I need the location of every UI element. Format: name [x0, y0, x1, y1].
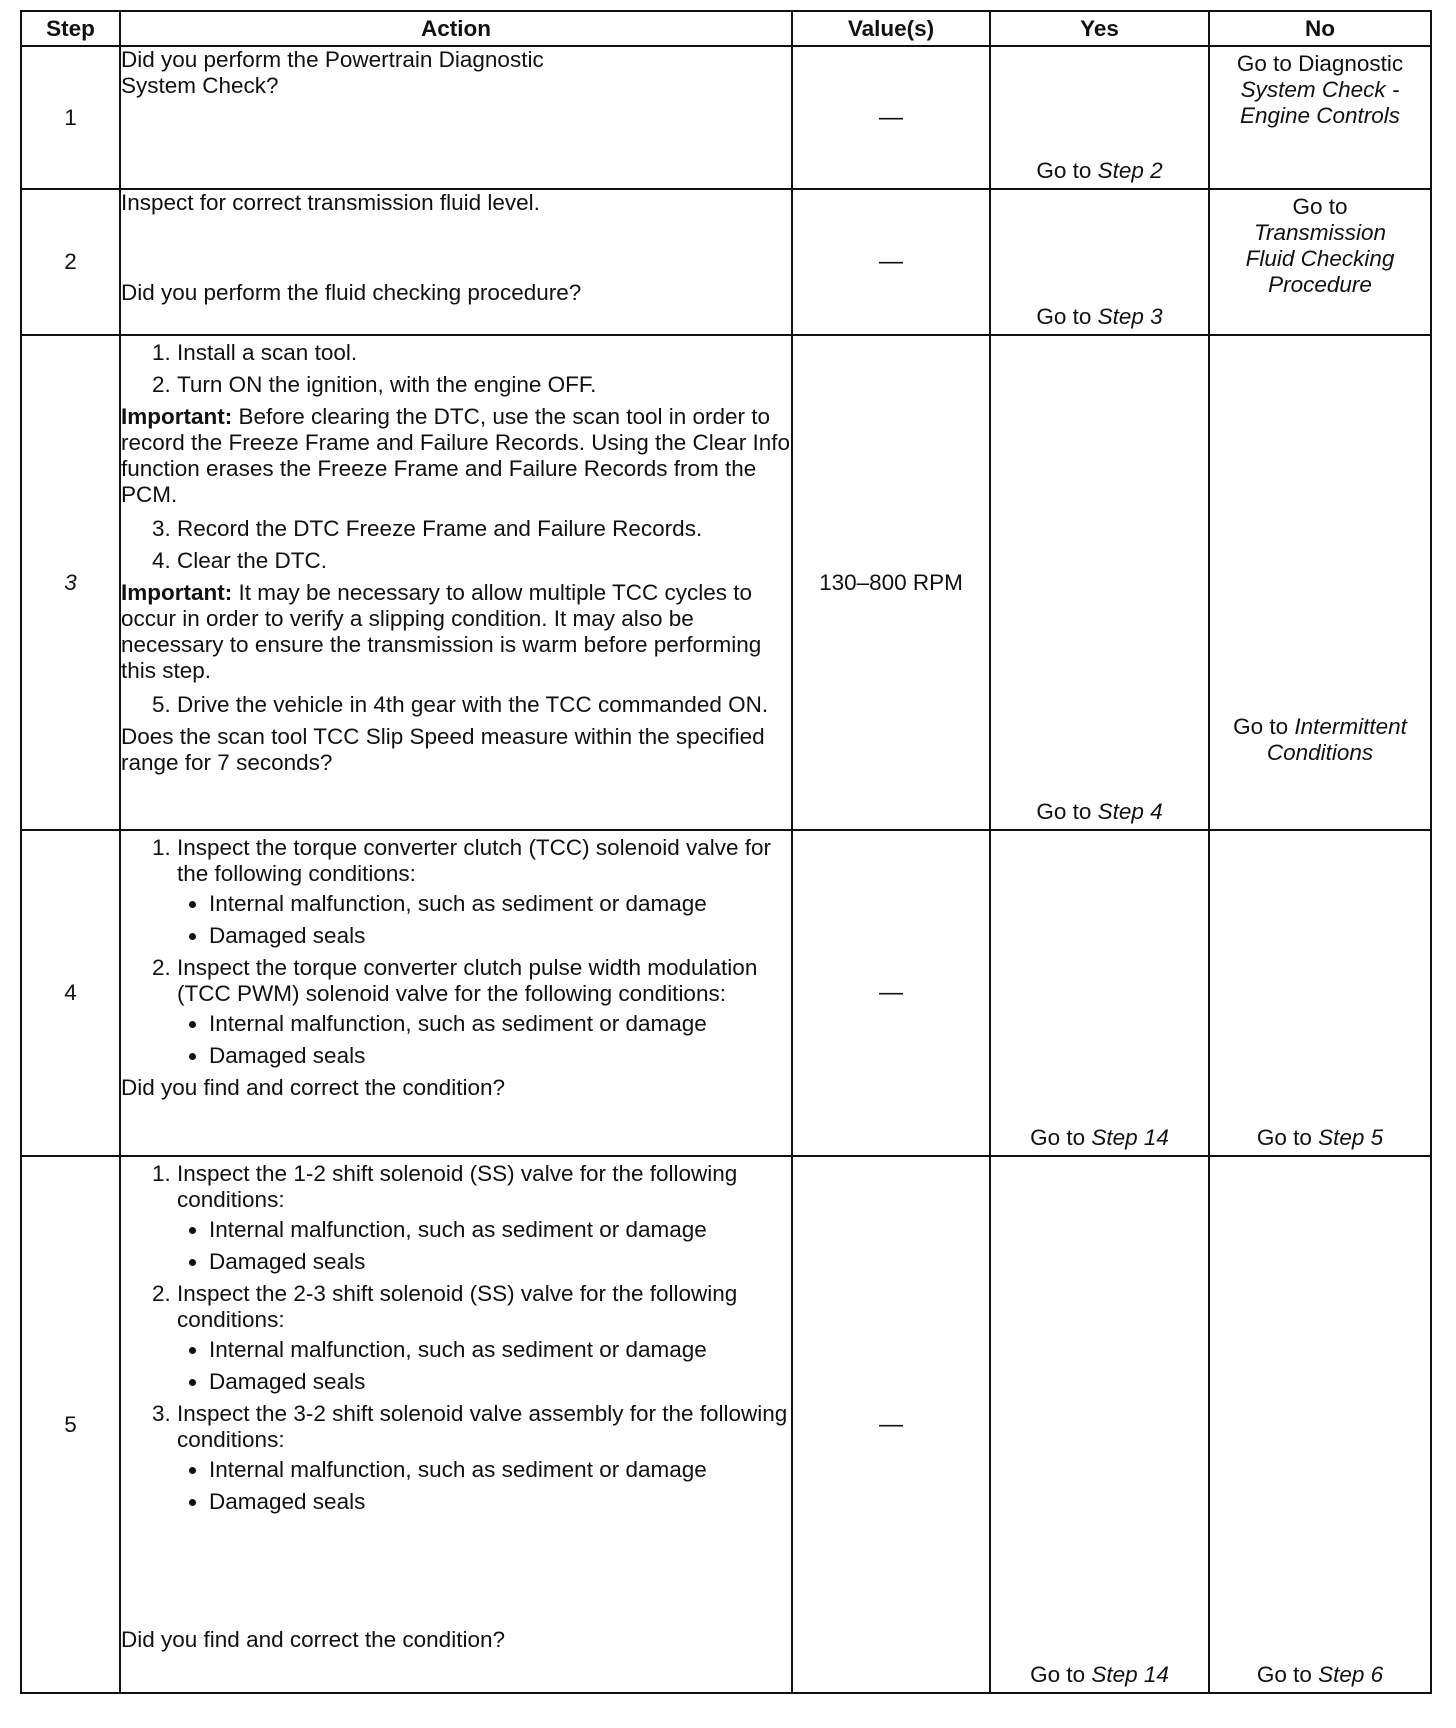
instruction-list [121, 340, 791, 398]
value-text: — [879, 103, 903, 131]
goto-prefix: Go to [1233, 714, 1289, 739]
step-number: 1 [21, 46, 120, 189]
important-text: It may be necessary to allow multiple TCC cycles to occur in order to verify a slipping condition. It may also be necessary to ensure the transmission is warm before performing this step. [121, 580, 762, 683]
bullet-item: • Damaged seals [209, 1249, 791, 1275]
no-cell [1209, 335, 1431, 830]
action-question: Does the scan tool TCC Slip Speed measure within the specified range for 7 seconds? [121, 724, 765, 775]
yes-goto[interactable] [991, 1125, 1208, 1155]
instruction-list [121, 835, 791, 1069]
list-item-text: Inspect the torque converter clutch (TCC) solenoid valve for the following conditions: [177, 835, 772, 886]
list-item: 5. Drive the vehicle in 4th gear with the TCC commanded ON. [177, 692, 791, 718]
bullet-item: • Damaged seals [209, 1369, 791, 1395]
list-item [177, 835, 791, 949]
list-item-text: Inspect the 3-2 shift solenoid valve assembly for the following conditions: [177, 1401, 788, 1452]
no-link-line[interactable]: Procedure [1268, 272, 1372, 297]
step-link[interactable]: Step 14 [1091, 1662, 1169, 1687]
value-cell [792, 46, 990, 189]
value-cell [792, 830, 990, 1156]
step-link[interactable]: Step 2 [1097, 158, 1163, 183]
no-link-line[interactable]: Conditions [1266, 740, 1374, 765]
action-question: Did you find and correct the condition? [121, 1075, 505, 1100]
goto-prefix: Go to [1030, 1662, 1086, 1687]
instruction-list [121, 1161, 791, 1515]
yes-goto[interactable] [991, 799, 1208, 829]
important-label: Important: [121, 580, 233, 605]
table-row [21, 46, 1431, 189]
goto-prefix: Go to [1256, 1662, 1312, 1687]
bullet-list [177, 1011, 791, 1069]
goto-prefix: Go to [1256, 1125, 1312, 1150]
yes-goto[interactable] [991, 1662, 1208, 1692]
goto-prefix: Go to [1292, 194, 1348, 219]
no-cell [1209, 46, 1431, 189]
no-cell [1209, 189, 1431, 335]
step-link[interactable]: Step 14 [1091, 1125, 1169, 1150]
list-item [177, 1281, 791, 1395]
value-text: — [879, 1410, 903, 1438]
action-question: Did you find and correct the condition? [121, 1627, 505, 1652]
no-line: Go to Diagnostic [1236, 51, 1404, 76]
list-item: 1. Install a scan tool. [177, 340, 791, 366]
bullet-list [177, 1217, 791, 1275]
table-row [21, 1156, 1431, 1693]
bullet-item: • Damaged seals [209, 923, 791, 949]
value-text: — [879, 979, 903, 1006]
bullet-item: • Internal malfunction, such as sediment or damage [209, 891, 791, 917]
bullet-item: • Internal malfunction, such as sediment or damage [209, 1457, 791, 1483]
list-item [177, 955, 791, 1069]
table-row [21, 335, 1431, 830]
value-text: 130–800 RPM [819, 569, 963, 595]
bullet-list [177, 1457, 791, 1515]
step-number: 3 [21, 335, 120, 830]
no-cell [1209, 1156, 1431, 1693]
list-item [177, 1401, 791, 1515]
goto-prefix: Go to [1036, 158, 1092, 183]
action-text: Inspect for correct transmission fluid level. [121, 190, 540, 215]
value-text: — [879, 248, 903, 275]
list-item-text: Inspect the 2-3 shift solenoid (SS) valve for the following conditions: [177, 1281, 738, 1332]
header-step: Step [21, 11, 120, 46]
important-label: Important: [121, 404, 233, 429]
no-link-line[interactable]: System Check - [1240, 77, 1400, 102]
table-row [21, 189, 1431, 335]
action-cell [120, 335, 792, 830]
list-item: 3. Record the DTC Freeze Frame and Failure Records. [177, 516, 791, 542]
step-number: 5 [21, 1156, 120, 1693]
value-cell [792, 189, 990, 335]
important-note [121, 580, 791, 684]
value-cell [792, 1156, 990, 1693]
no-cell [1209, 830, 1431, 1156]
bullet-list [177, 891, 791, 949]
no-goto[interactable] [1210, 51, 1430, 129]
no-goto[interactable] [1210, 194, 1430, 298]
action-cell [120, 46, 792, 189]
table-row [21, 830, 1431, 1156]
instruction-list [121, 692, 791, 718]
action-cell [120, 189, 792, 335]
action-cell [120, 830, 792, 1156]
bullet-item: • Internal malfunction, such as sediment or damage [209, 1217, 791, 1243]
value-cell [792, 335, 990, 830]
important-note [121, 404, 791, 508]
list-item: 2. Turn ON the ignition, with the engine OFF. [177, 372, 791, 398]
no-goto[interactable] [1210, 1662, 1430, 1692]
step-number: 4 [21, 830, 120, 1156]
yes-goto[interactable] [991, 304, 1208, 334]
header-yes: Yes [990, 11, 1209, 46]
important-text: Before clearing the DTC, use the scan tool in order to record the Freeze Frame and Failure Records. Using the Clear Info function erases the Freeze Frame and Failure Records from the PCM. [121, 404, 791, 507]
list-item-text: Inspect the torque converter clutch pulse width modulation (TCC PWM) solenoid valve for the following conditions: [177, 955, 758, 1006]
step-link[interactable]: Step 3 [1097, 304, 1163, 329]
no-link-line[interactable]: Transmission [1253, 220, 1387, 245]
yes-cell [990, 189, 1209, 335]
yes-cell [990, 830, 1209, 1156]
yes-goto[interactable] [991, 158, 1208, 188]
yes-cell [990, 335, 1209, 830]
bullet-item: • Internal malfunction, such as sediment or damage [209, 1337, 791, 1363]
no-goto[interactable] [1210, 1125, 1430, 1155]
bullet-item: • Damaged seals [209, 1489, 791, 1515]
header-no: No [1209, 11, 1431, 46]
header-action: Action [120, 11, 792, 46]
bullet-list [177, 1337, 791, 1395]
header-values: Value(s) [792, 11, 990, 46]
no-goto[interactable] [1210, 714, 1430, 766]
list-item-text: Inspect the 1-2 shift solenoid (SS) valve for the following conditions: [177, 1161, 738, 1212]
action-text: Did you perform the Powertrain Diagnostic System Check? [121, 47, 544, 98]
list-item: 4. Clear the DTC. [177, 548, 791, 574]
goto-prefix: Go to [1030, 1125, 1086, 1150]
bullet-item: • Damaged seals [209, 1043, 791, 1069]
bullet-item: • Internal malfunction, such as sediment or damage [209, 1011, 791, 1037]
no-link-line[interactable]: Intermittent [1294, 714, 1407, 739]
instruction-list [121, 516, 791, 574]
action-cell [120, 1156, 792, 1693]
goto-prefix: Go to [1036, 799, 1092, 824]
yes-cell [990, 1156, 1209, 1693]
goto-prefix: Go to [1036, 304, 1092, 329]
header-row [21, 11, 1431, 46]
step-link[interactable]: Step 6 [1318, 1662, 1384, 1687]
step-number: 2 [21, 189, 120, 335]
list-item [177, 1161, 791, 1275]
no-link-line[interactable]: Engine Controls [1239, 103, 1401, 128]
step-link[interactable]: Step 5 [1318, 1125, 1384, 1150]
step-link[interactable]: Step 4 [1097, 799, 1163, 824]
diagnostic-table [20, 10, 1432, 1694]
action-question: Did you perform the fluid checking procedure? [121, 280, 582, 305]
no-link-line[interactable]: Fluid Checking [1245, 246, 1395, 271]
yes-cell [990, 46, 1209, 189]
